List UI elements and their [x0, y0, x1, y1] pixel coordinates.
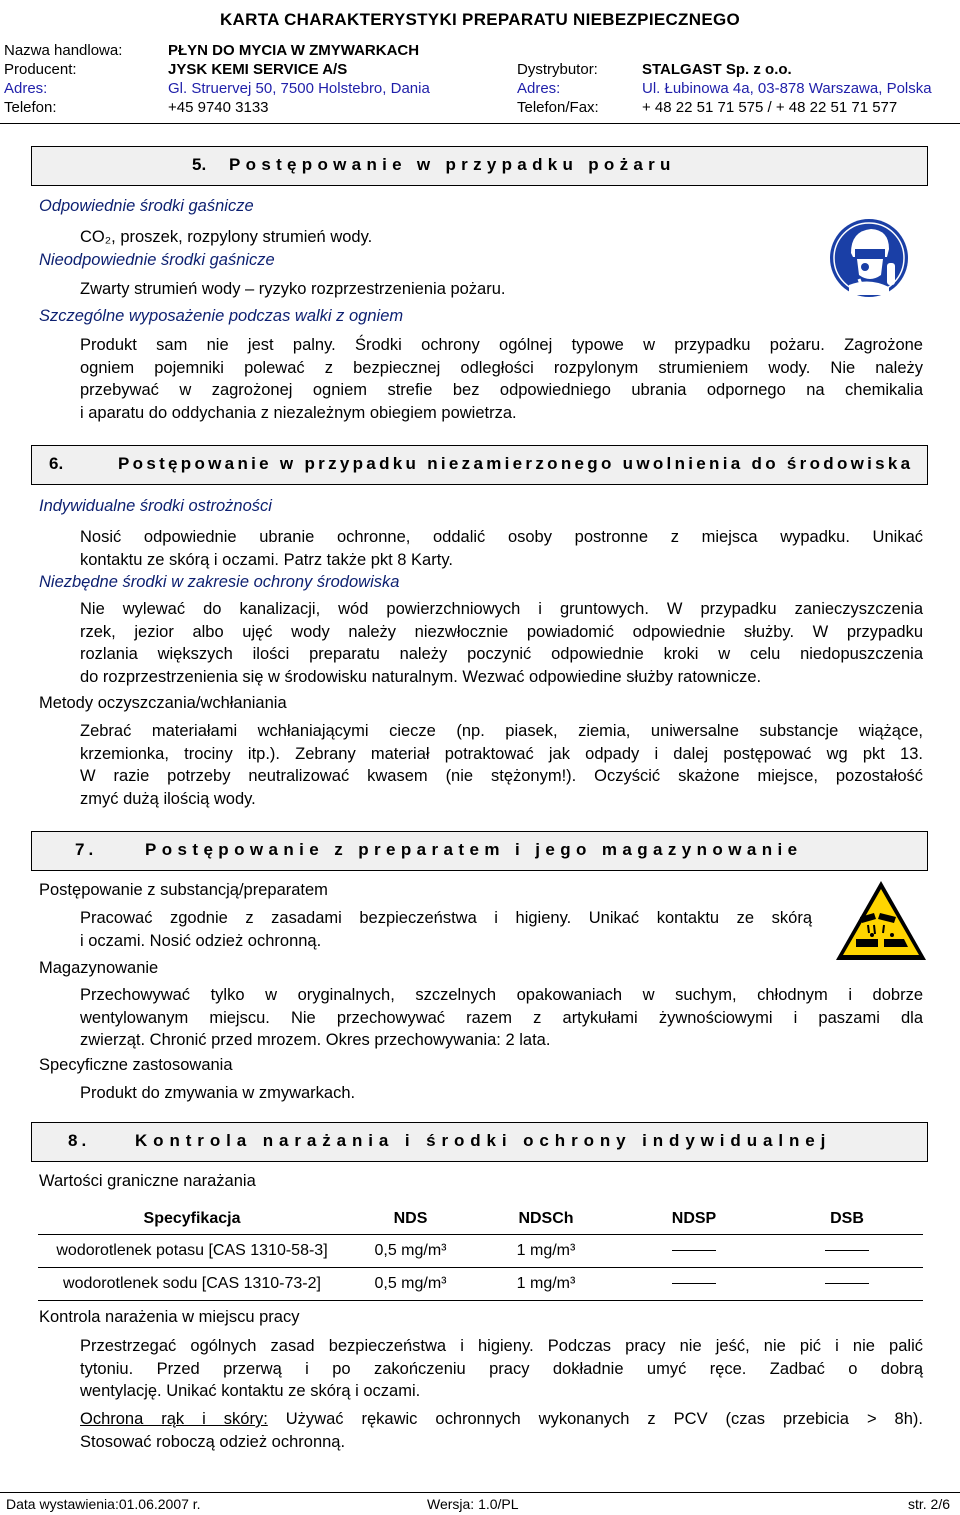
s5-heading-extinguishing: Odpowiednie środki gaśnicze: [39, 197, 254, 215]
section-6-header: [31, 445, 928, 485]
footer-divider: [0, 1492, 960, 1493]
table-header-cell: NDS: [346, 1204, 475, 1235]
s6-heading-cleanup: Metody oczyszczania/wchłaniania: [39, 694, 287, 712]
s7-handling-paragraph: Pracować zgodnie z zasadami bezpieczeństwa i higieny. Unikać kontaktu ze skórą i oczami. Nosić odzież ochronną.: [80, 909, 812, 950]
s5-equipment-paragraph: Produkt sam nie jest palny. Środki ochrony ogólnej typowe w przypadku pożaru. Zagrożone ogniem pojemniki polewać z bezpiecznej odległości rozpylonym strumieniem wody. Nie należy przebywać w zagrożonej ogniem strefie bez odpowiedniego ubrania odpornego na chemikalia i aparatu do oddychania z niezależnym obiegiem powietrza.: [80, 336, 923, 422]
section-5-header: [31, 146, 928, 186]
document-title: KARTA CHARAKTERYSTYKI PREPARATU NIEBEZPIECZNEGO: [219, 10, 741, 29]
table-cell: 0,5 mg/m³: [346, 1235, 475, 1268]
address-value: Gl. Struervej 50, 7500 Holstebro, Dania: [168, 80, 430, 97]
table-row: [38, 1235, 923, 1268]
header-divider: [0, 123, 960, 124]
address-label: Adres:: [4, 80, 48, 97]
table-cell: 0,5 mg/m³: [346, 1268, 475, 1301]
s5-heading-unsuitable: Nieodpowiednie środki gaśnicze: [39, 251, 275, 269]
section-8-header: [31, 1122, 928, 1162]
dist-phone-value: + 48 22 51 71 575 / + 48 22 51 71 577: [642, 99, 898, 116]
s7-heading-handling: Postępowanie z substancją/preparatem: [39, 881, 328, 899]
table-header-cell: Specyfikacja: [38, 1204, 346, 1235]
table-row: [38, 1268, 923, 1301]
table-header-cell: NDSCh: [475, 1204, 617, 1235]
section-6-title: Postępowanie w przypadku niezamierzonego uwolnienia do środowiska: [118, 454, 914, 473]
s6-environment-paragraph: Nie wylewać do kanalizacji, wód powierzchniowych i gruntowych. W przypadku zanieczyszczenia rzek, jezior albo ujęć wody należy niezwłocznie powiadomić odpowiednie służby. W przypadku rozlania większych ilości preparatu należy poczynić odpowiednie kroki w celu niedopuszczenia do rozprzestrzenienia się w środowisku naturalnym. Wezwać odpowiedine służby ratownicze.: [80, 600, 923, 686]
section-7-number: 7.: [75, 840, 98, 859]
trade-name-label: Nazwa handlowa:: [4, 42, 123, 59]
section-5-title: Postępowanie w przypadku pożaru: [229, 155, 676, 174]
s8-heading-limits: Wartości graniczne narażania: [39, 1172, 256, 1190]
respirator-mandatory-icon: [829, 213, 909, 303]
s5-heading-equipment: Szczególne wyposażenie podczas walki z ogniem: [39, 307, 404, 325]
section-7-title: Postępowanie z preparatem i jego magazynowanie: [145, 840, 803, 859]
s5-extinguishing-text: CO₂, proszek, rozpylony strumień wody.: [80, 228, 373, 246]
s6-heading-precautions: Indywidualne środki ostrożności: [39, 497, 272, 515]
dist-address-label: Adres:: [517, 80, 561, 97]
footer-page-number: str. 2/6: [907, 1496, 950, 1512]
hand-protection-label: Ochrona rąk i skóry:: [80, 1410, 268, 1428]
table-header-cell: DSB: [771, 1204, 923, 1235]
s5-unsuitable-text: Zwarty strumień wody – ryzyko rozprzestrzenienia pożaru.: [80, 280, 506, 298]
s6-precautions-paragraph: Nosić odpowiednie ubranie ochronne, oddalić osoby postronne z miejsca wypadku. Unikać kontaktu ze skórą i oczami. Patrz także pkt 8 Karty.: [80, 528, 923, 569]
table-header-cell: NDSP: [617, 1204, 771, 1235]
s7-specific-use-text: Produkt do zmywania w zmywarkach.: [80, 1084, 356, 1102]
table-cell: 1 mg/m³: [475, 1235, 617, 1268]
table-cell: [617, 1268, 771, 1301]
distributor-value: STALGAST Sp. z o.o.: [642, 61, 792, 78]
table-cell: [771, 1268, 923, 1301]
section-7-header: [31, 831, 928, 871]
section-8-number: 8.: [68, 1131, 91, 1150]
phone-value: +45 9740 3133: [168, 99, 269, 116]
table-header-row: [38, 1204, 923, 1235]
table-cell: wodorotlenek sodu [CAS 1310-73-2]: [38, 1268, 346, 1301]
footer-date: Data wystawienia:01.06.2007 r.: [6, 1496, 201, 1512]
dash-mark: [672, 1283, 716, 1284]
distributor-label: Dystrybutor:: [517, 61, 598, 78]
section-5-number: 5.: [192, 155, 207, 174]
section-8-title: Kontrola narażania i środki ochrony indywidualnej: [135, 1131, 832, 1150]
s7-heading-specific-use: Specyficzne zastosowania: [39, 1056, 233, 1074]
s8-hand-protection: Ochrona rąk i skóry: Używać rękawic ochronnych wykonanych z PCV (czas przebicia > 8h). Stosować roboczą odzież ochronną.: [80, 1410, 923, 1451]
dash-mark: [825, 1283, 869, 1284]
trade-name-value: PŁYN DO MYCIA W ZMYWARKACH: [168, 42, 420, 59]
dash-mark: [825, 1250, 869, 1251]
dist-phone-label: Telefon/Fax:: [517, 99, 599, 116]
dist-address-value: Ul. Łubinowa 4a, 03-878 Warszawa, Polska: [642, 80, 932, 97]
s6-heading-environment: Niezbędne środki w zakresie ochrony środowiska: [39, 573, 400, 591]
corrosive-hazard-icon: [834, 879, 928, 963]
table-cell: wodorotlenek potasu [CAS 1310-58-3]: [38, 1235, 346, 1268]
s8-heading-workplace: Kontrola narażenia w miejscu pracy: [39, 1308, 300, 1326]
table-cell: [771, 1235, 923, 1268]
section-6-number: 6.: [49, 454, 64, 473]
producer-label: Producent:: [4, 61, 77, 78]
table-cell: 1 mg/m³: [475, 1268, 617, 1301]
s7-heading-storage: Magazynowanie: [39, 959, 159, 977]
s6-cleanup-paragraph: Zebrać materiałami wchłaniającymi ciecze (np. piasek, ziemia, uniwersalne substancje wiążące, krzemionka, trociny itp.). Zebrany materiał potraktować jak odpady i dalej postępować wg pkt 13. W razie potrzeby neutralizować kwasem (nie stężonym!). Oczyścić skażone miejsce, pozostałość zmyć dużą ilością wody.: [80, 722, 923, 808]
exposure-limits-table: [38, 1204, 923, 1301]
s7-storage-paragraph: Przechowywać tylko w oryginalnych, szczelnych opakowaniach w suchym, chłodnym i dobrze wentylowanym miejscu. Nie przechowywać razem z artykułami żywnościowymi i paszami dla zwierząt. Chronić przed mrozem. Okres przechowywania: 2 lata.: [80, 986, 923, 1049]
phone-label: Telefon:: [4, 99, 57, 116]
producer-value: JYSK KEMI SERVICE A/S: [168, 61, 348, 78]
s8-workplace-paragraph: Przestrzegać ogólnych zasad bezpieczeństwa i higieny. Podczas pracy nie jeść, nie pić i nie palić tytoniu. Przed przerwą i po zakończeniu pracy dokładnie umyć ręce. Zadbać o dobrą wentylację. Unikać kontaktu ze skórą i oczami.: [80, 1337, 923, 1400]
dash-mark: [672, 1250, 716, 1251]
table-cell: [617, 1235, 771, 1268]
footer-version: Wersja: 1.0/PL: [427, 1496, 519, 1512]
